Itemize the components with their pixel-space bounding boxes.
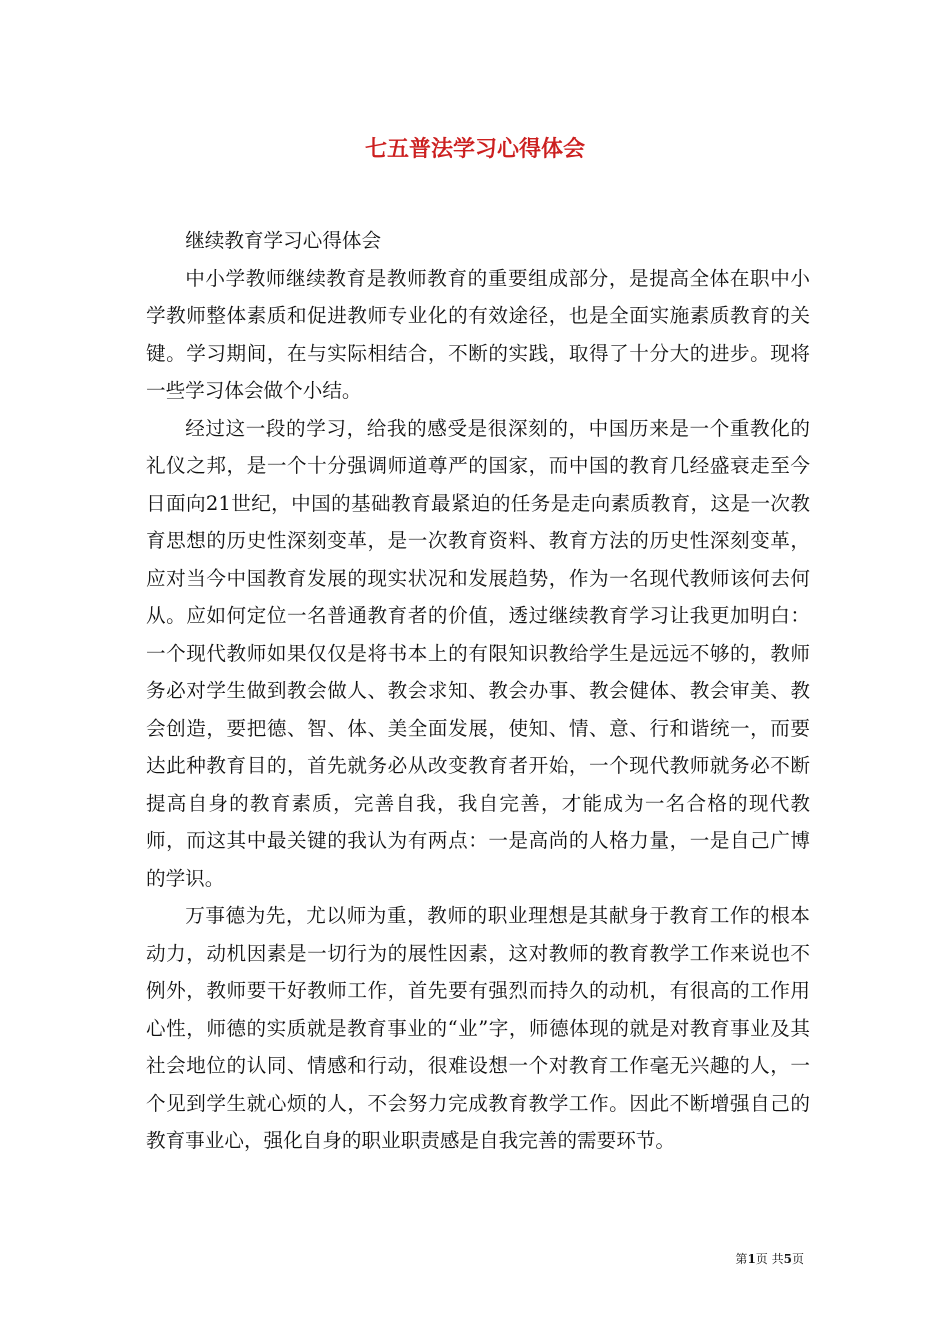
page-number-footer — [735, 1250, 804, 1268]
body-paragraph: 中小学教师继续教育是教师教育的重要组成部分，是提高全体在职中小学教师整体素质和促进教师专业化的有效途径，也是全面实施素质教育的关键。学习期间，在与实际相结合，不断的实践，取得了十分大的进步。现将一些学习体会做个小结。 — [146, 266, 810, 402]
total-page-number: 5 — [783, 1252, 792, 1266]
document-title: 七五普法学习心得体会 — [364, 136, 585, 162]
document-body — [146, 222, 810, 1160]
current-page-number: 1 — [747, 1252, 756, 1266]
footer-suffix: 页 — [791, 1252, 804, 1266]
footer-middle: 页 共 — [755, 1252, 784, 1266]
body-paragraph: 经过这一段的学习，给我的感受是很深刻的，中国历来是一个重教化的礼仪之邦，是一个十分强调师道尊严的国家，而中国的教育几经盛衰走至今日面向21世纪，中国的基础教育最紧迫的任务是走向素质教育，这是一次教育思想的历史性深刻变革，是一次教育资料、教育方法的历史性深刻变革，应对当今中国教育发展的现实状况和发展趋势，作为一名现代教师该何去何从。应如何定位一名普通教育者的价值，透过继续教育学习让我更加明白：一个现代教师如果仅仅是将书本上的有限知识教给学生是远远不够的，教师务必对学生做到教会做人、教会求知、教会办事、教会健体、教会审美、教会创造，要把德、智、体、美全面发展，使知、情、意、行和谐统一，而要达此种教育目的，首先就务必从改变教育者开始，一个现代教师就务必不断提高自身的教育素质，完善自我，我自完善，才能成为一名合格的现代教师，而这其中最关键的我认为有两点：一是高尚的人格力量，一是自己广博的学识。 — [146, 416, 810, 890]
section-heading: 继续教育学习心得体会 — [185, 229, 382, 252]
body-paragraph: 万事德为先，尤以师为重，教师的职业理想是其献身于教育工作的根本动力，动机因素是一切行为的展性因素，这对教师的教育教学工作来说也不例外，教师要干好教师工作，首先要有强烈而持久的动机，有很高的工作用心性，师德的实质就是教育事业的“业”字，师德体现的就是对教育事业及其社会地位的认同、情感和行动，很难设想一个对教育工作毫无兴趣的人，一个见到学生就心烦的人，不会努力完成教育教学工作。因此不断增强自己的教育事业心，强化自身的职业职责感是自我完善的需要环节。 — [146, 904, 810, 1152]
footer-prefix: 第 — [735, 1252, 748, 1266]
